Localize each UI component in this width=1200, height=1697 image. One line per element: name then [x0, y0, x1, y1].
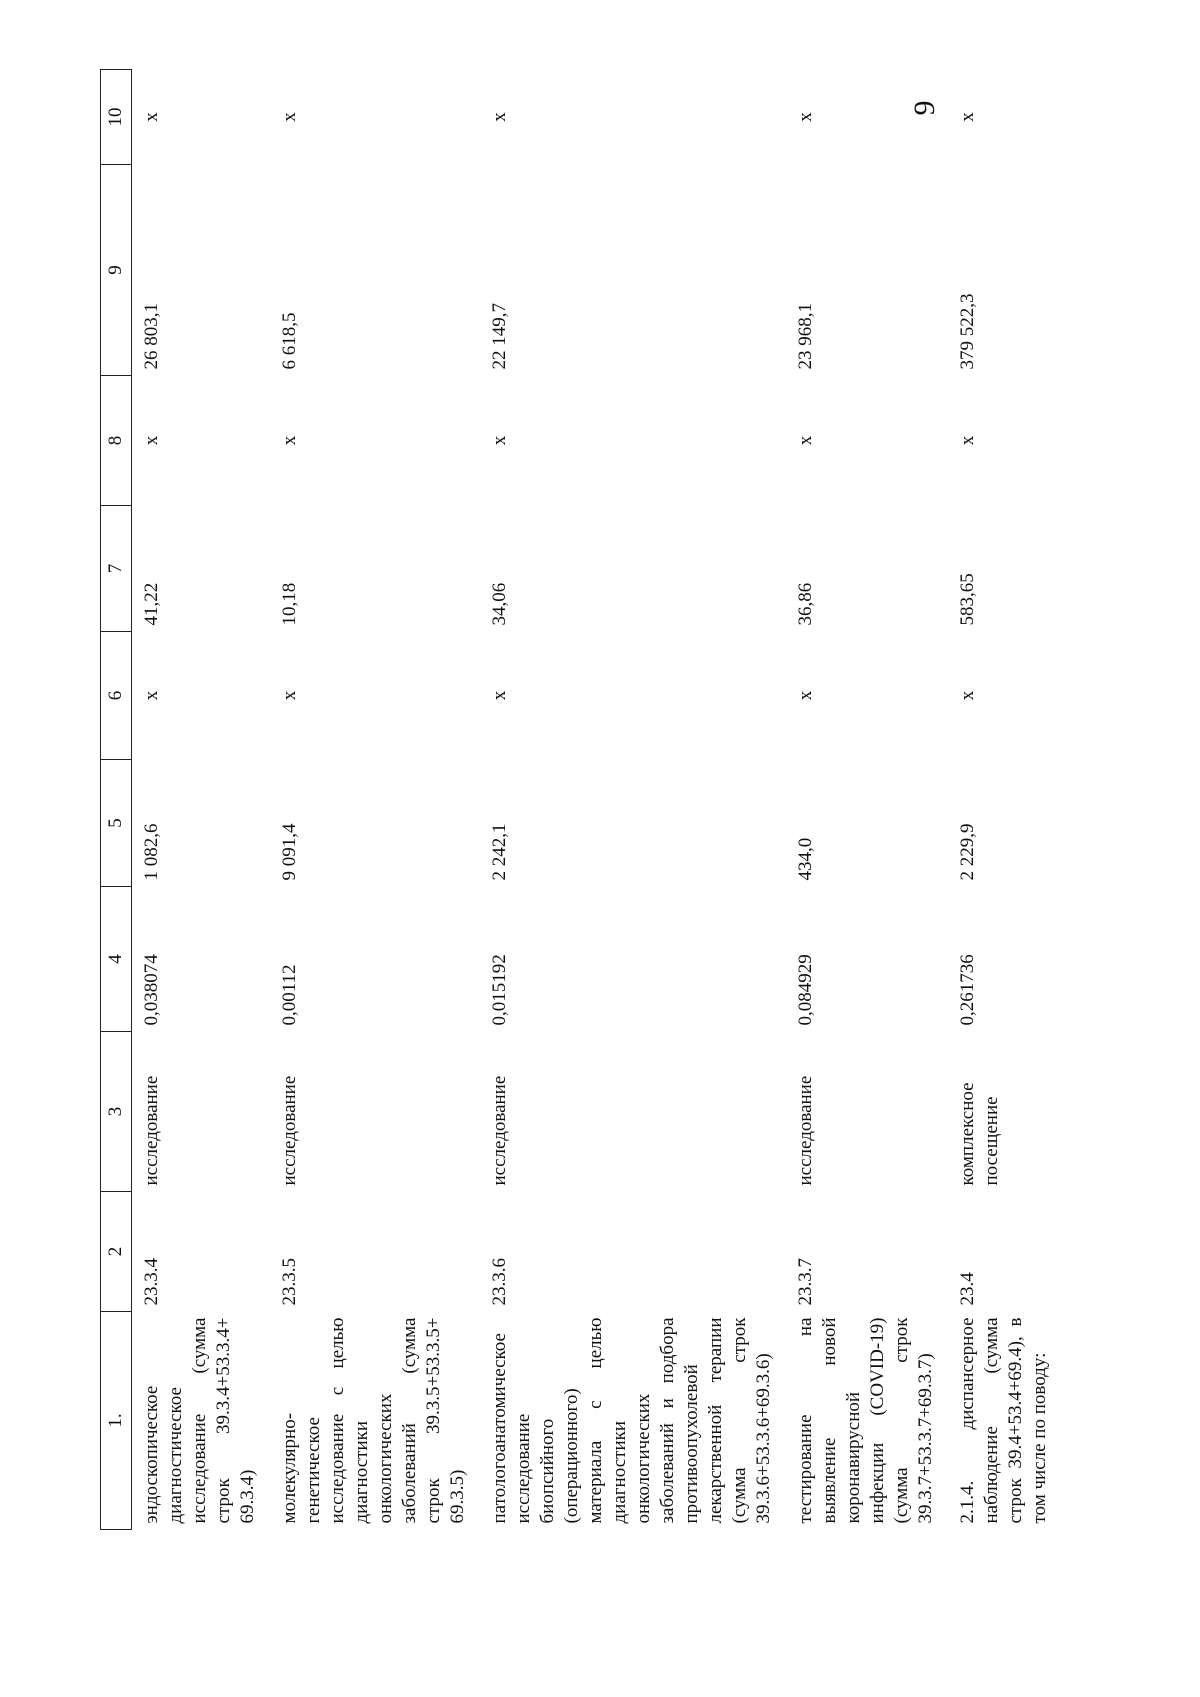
row-unit: исследование: [141, 1075, 162, 1186]
row-name: 2.1.4. диспансерное наблюдение (сумма строк 39.4+53.4+69.4), в том числе по поводу:: [957, 1317, 1050, 1524]
data-table: [100, 69, 1062, 1530]
row-unit: исследование: [795, 1075, 816, 1186]
row-col-6: х: [279, 690, 300, 701]
table-row: [786, 70, 948, 1530]
page-number: 9: [908, 100, 941, 116]
row-col-6: х: [957, 690, 978, 701]
row-unit: комплексное посещение: [957, 1082, 1002, 1186]
header-cell-10: 10: [101, 70, 132, 165]
row-col-8: х: [141, 435, 162, 446]
row-code: 23.3.5: [279, 1258, 300, 1306]
row-col-7: 34,06: [489, 582, 510, 626]
header-cell-7: 7: [101, 506, 132, 632]
row-col-6: х: [795, 690, 816, 701]
row-col-8: х: [279, 435, 300, 446]
row-col-8: х: [489, 435, 510, 446]
row-name: молекулярно-генетическое исследование с целью диагностики онкологических заболеваний (сумма строк 39.3.5+53.3.5+ 69.3.5): [279, 1317, 468, 1524]
row-col-9: 26 803,1: [141, 303, 162, 370]
row-col-4: 0,261736: [957, 954, 978, 1026]
row-col-9: 23 968,1: [795, 303, 816, 370]
table-row: [132, 70, 271, 1530]
header-cell-2: 2: [101, 1192, 132, 1312]
row-col-5: 9 091,4: [279, 823, 300, 881]
row-col-5: 1 082,6: [141, 823, 162, 881]
row-col-9: 6 618,5: [279, 312, 300, 370]
row-col-7: 10,18: [279, 582, 300, 626]
row-col-4: 0,038074: [141, 954, 162, 1026]
header-cell-8: 8: [101, 376, 132, 506]
row-col-10: х: [795, 112, 816, 122]
row-col-10: х: [279, 112, 300, 122]
row-unit: исследование: [279, 1075, 300, 1186]
row-col-10: х: [141, 112, 162, 122]
row-col-4: 0,084929: [795, 954, 816, 1026]
rotated-table-container: [100, 70, 1050, 1530]
row-col-9: 22 149,7: [489, 303, 510, 370]
header-cell-4: 4: [101, 887, 132, 1032]
row-col-6: х: [489, 690, 510, 701]
row-unit: исследование: [489, 1075, 510, 1186]
row-code: 23.3.7: [795, 1258, 816, 1306]
header-cell-5: 5: [101, 760, 132, 887]
row-col-6: х: [141, 690, 162, 701]
row-col-4: 0,015192: [489, 954, 510, 1026]
header-row: [101, 70, 132, 1530]
row-col-9: 379 522,3: [957, 293, 978, 370]
row-col-4: 0,00112: [279, 964, 300, 1026]
row-col-5: 2 242,1: [489, 823, 510, 881]
table-row: [270, 70, 480, 1530]
table-row: [948, 70, 1062, 1530]
row-name: эндоскопическое диагностическое исследование (сумма строк 39.3.4+53.3.4+ 69.3.4): [141, 1317, 258, 1524]
header-cell-9: 9: [101, 165, 132, 376]
row-col-5: 434,0: [795, 837, 816, 881]
row-code: 23.4: [957, 1272, 978, 1306]
table-row: [480, 70, 786, 1530]
row-name: тестирование на выявление новой коронавирусной инфекции (COVID-19) (сумма строк 39.3.7+53.3.7+69.3.7): [795, 1317, 936, 1524]
header-cell-1: 1.: [101, 1312, 132, 1530]
header-cell-3: 3: [101, 1032, 132, 1192]
row-col-7: 36,86: [795, 582, 816, 626]
row-code: 23.3.6: [489, 1258, 510, 1306]
row-col-5: 2 229,9: [957, 823, 978, 881]
row-col-8: х: [957, 435, 978, 446]
row-col-10: х: [489, 112, 510, 122]
row-col-10: х: [957, 112, 978, 122]
row-name: патологоанатомическое исследование биопсийного (операционного) материала с целью диагностики онкологических заболеваний и подбора противоопухолевой лекарственной терапии (сумма строк 39.3.6+53.3.6+69.3.6): [489, 1317, 774, 1524]
row-code: 23.3.4: [141, 1258, 162, 1306]
row-col-7: 583,65: [957, 573, 978, 626]
row-col-8: х: [795, 435, 816, 446]
header-cell-6: 6: [101, 632, 132, 760]
row-col-7: 41,22: [141, 582, 162, 626]
